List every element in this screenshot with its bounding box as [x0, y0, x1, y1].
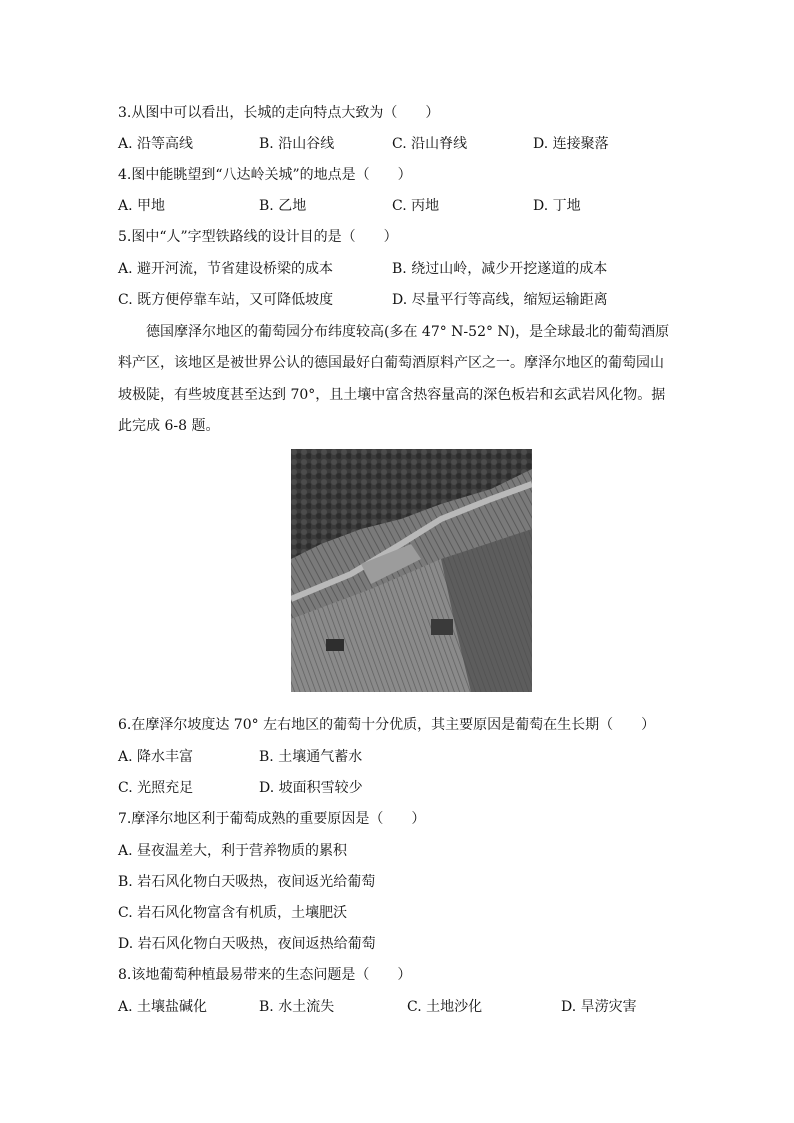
question-3-option-b: B. 沿山谷线 [259, 136, 335, 152]
question-4-option-d: D. 丁地 [533, 198, 581, 214]
question-5-stem: 5.图中“人”字型铁路线的设计目的是（ ） [118, 229, 398, 245]
question-3-stem: 3.从图中可以看出，长城的走向特点大致为（ ） [118, 105, 440, 121]
passage-line-1: 德国摩泽尔地区的葡萄园分布纬度较高(多在 47° N-52° N)，是全球最北的葡萄酒原 [146, 324, 670, 340]
question-7-option-a: A. 昼夜温差大，利于营养物质的累积 [118, 843, 348, 859]
question-8-option-a: A. 土壤盐碱化 [118, 999, 208, 1015]
question-6-option-d: D. 坡面积雪较少 [259, 780, 363, 796]
question-7-stem: 7.摩泽尔地区利于葡萄成熟的重要原因是（ ） [118, 811, 426, 827]
question-5-option-b: B. 绕过山岭，减少开挖遂道的成本 [392, 261, 608, 277]
question-7-option-c: C. 岩石风化物富含有机质，土壤肥沃 [118, 905, 348, 921]
question-4-option-a: A. 甲地 [118, 198, 166, 214]
question-3-option-a: A. 沿等高线 [118, 136, 194, 152]
question-5-option-d: D. 尽量平行等高线，缩短运输距离 [392, 292, 608, 308]
question-6-option-b: B. 土壤通气蓄水 [259, 749, 363, 765]
question-6-stem: 6.在摩泽尔坡度达 70° 左右地区的葡萄十分优质，其主要原因是葡萄在生长期（ ） [118, 717, 656, 733]
question-6-option-c: C. 光照充足 [118, 780, 194, 796]
question-8-option-b: B. 水土流失 [259, 999, 335, 1015]
passage-line-3: 坡极陡，有些坡度甚至达到 70°，且土壤中富含热容量高的深色板岩和玄武岩风化物。据 [118, 387, 666, 403]
question-3-option-d: D. 连接聚落 [533, 136, 609, 152]
passage-line-4: 此完成 6-8 题。 [118, 418, 220, 434]
question-5-option-a: A. 避开河流，节省建设桥梁的成本 [118, 261, 334, 277]
question-4-option-b: B. 乙地 [259, 198, 307, 214]
question-6-option-a: A. 降水丰富 [118, 749, 194, 765]
question-7-option-b: B. 岩石风化物白天吸热，夜间返光给葡萄 [118, 874, 376, 890]
question-8-option-c: C. 土地沙化 [407, 999, 483, 1015]
question-4-stem: 4.图中能眺望到“八达岭关城”的地点是（ ） [118, 167, 412, 183]
question-7-option-d: D. 岩石风化物白天吸热，夜间返热给葡萄 [118, 936, 376, 952]
question-4-option-c: C. 丙地 [392, 198, 440, 214]
vineyard-photo [291, 449, 532, 692]
question-8-stem: 8.该地葡萄种植最易带来的生态问题是（ ） [118, 967, 412, 983]
question-5-option-c: C. 既方便停靠车站，又可降低坡度 [118, 292, 334, 308]
question-8-option-d: D. 旱涝灾害 [561, 999, 637, 1015]
question-3-option-c: C. 沿山脊线 [392, 136, 468, 152]
passage-line-2: 料产区，该地区是被世界公认的德国最好白葡萄酒原料产区之一。摩泽尔地区的葡萄园山 [118, 355, 664, 371]
